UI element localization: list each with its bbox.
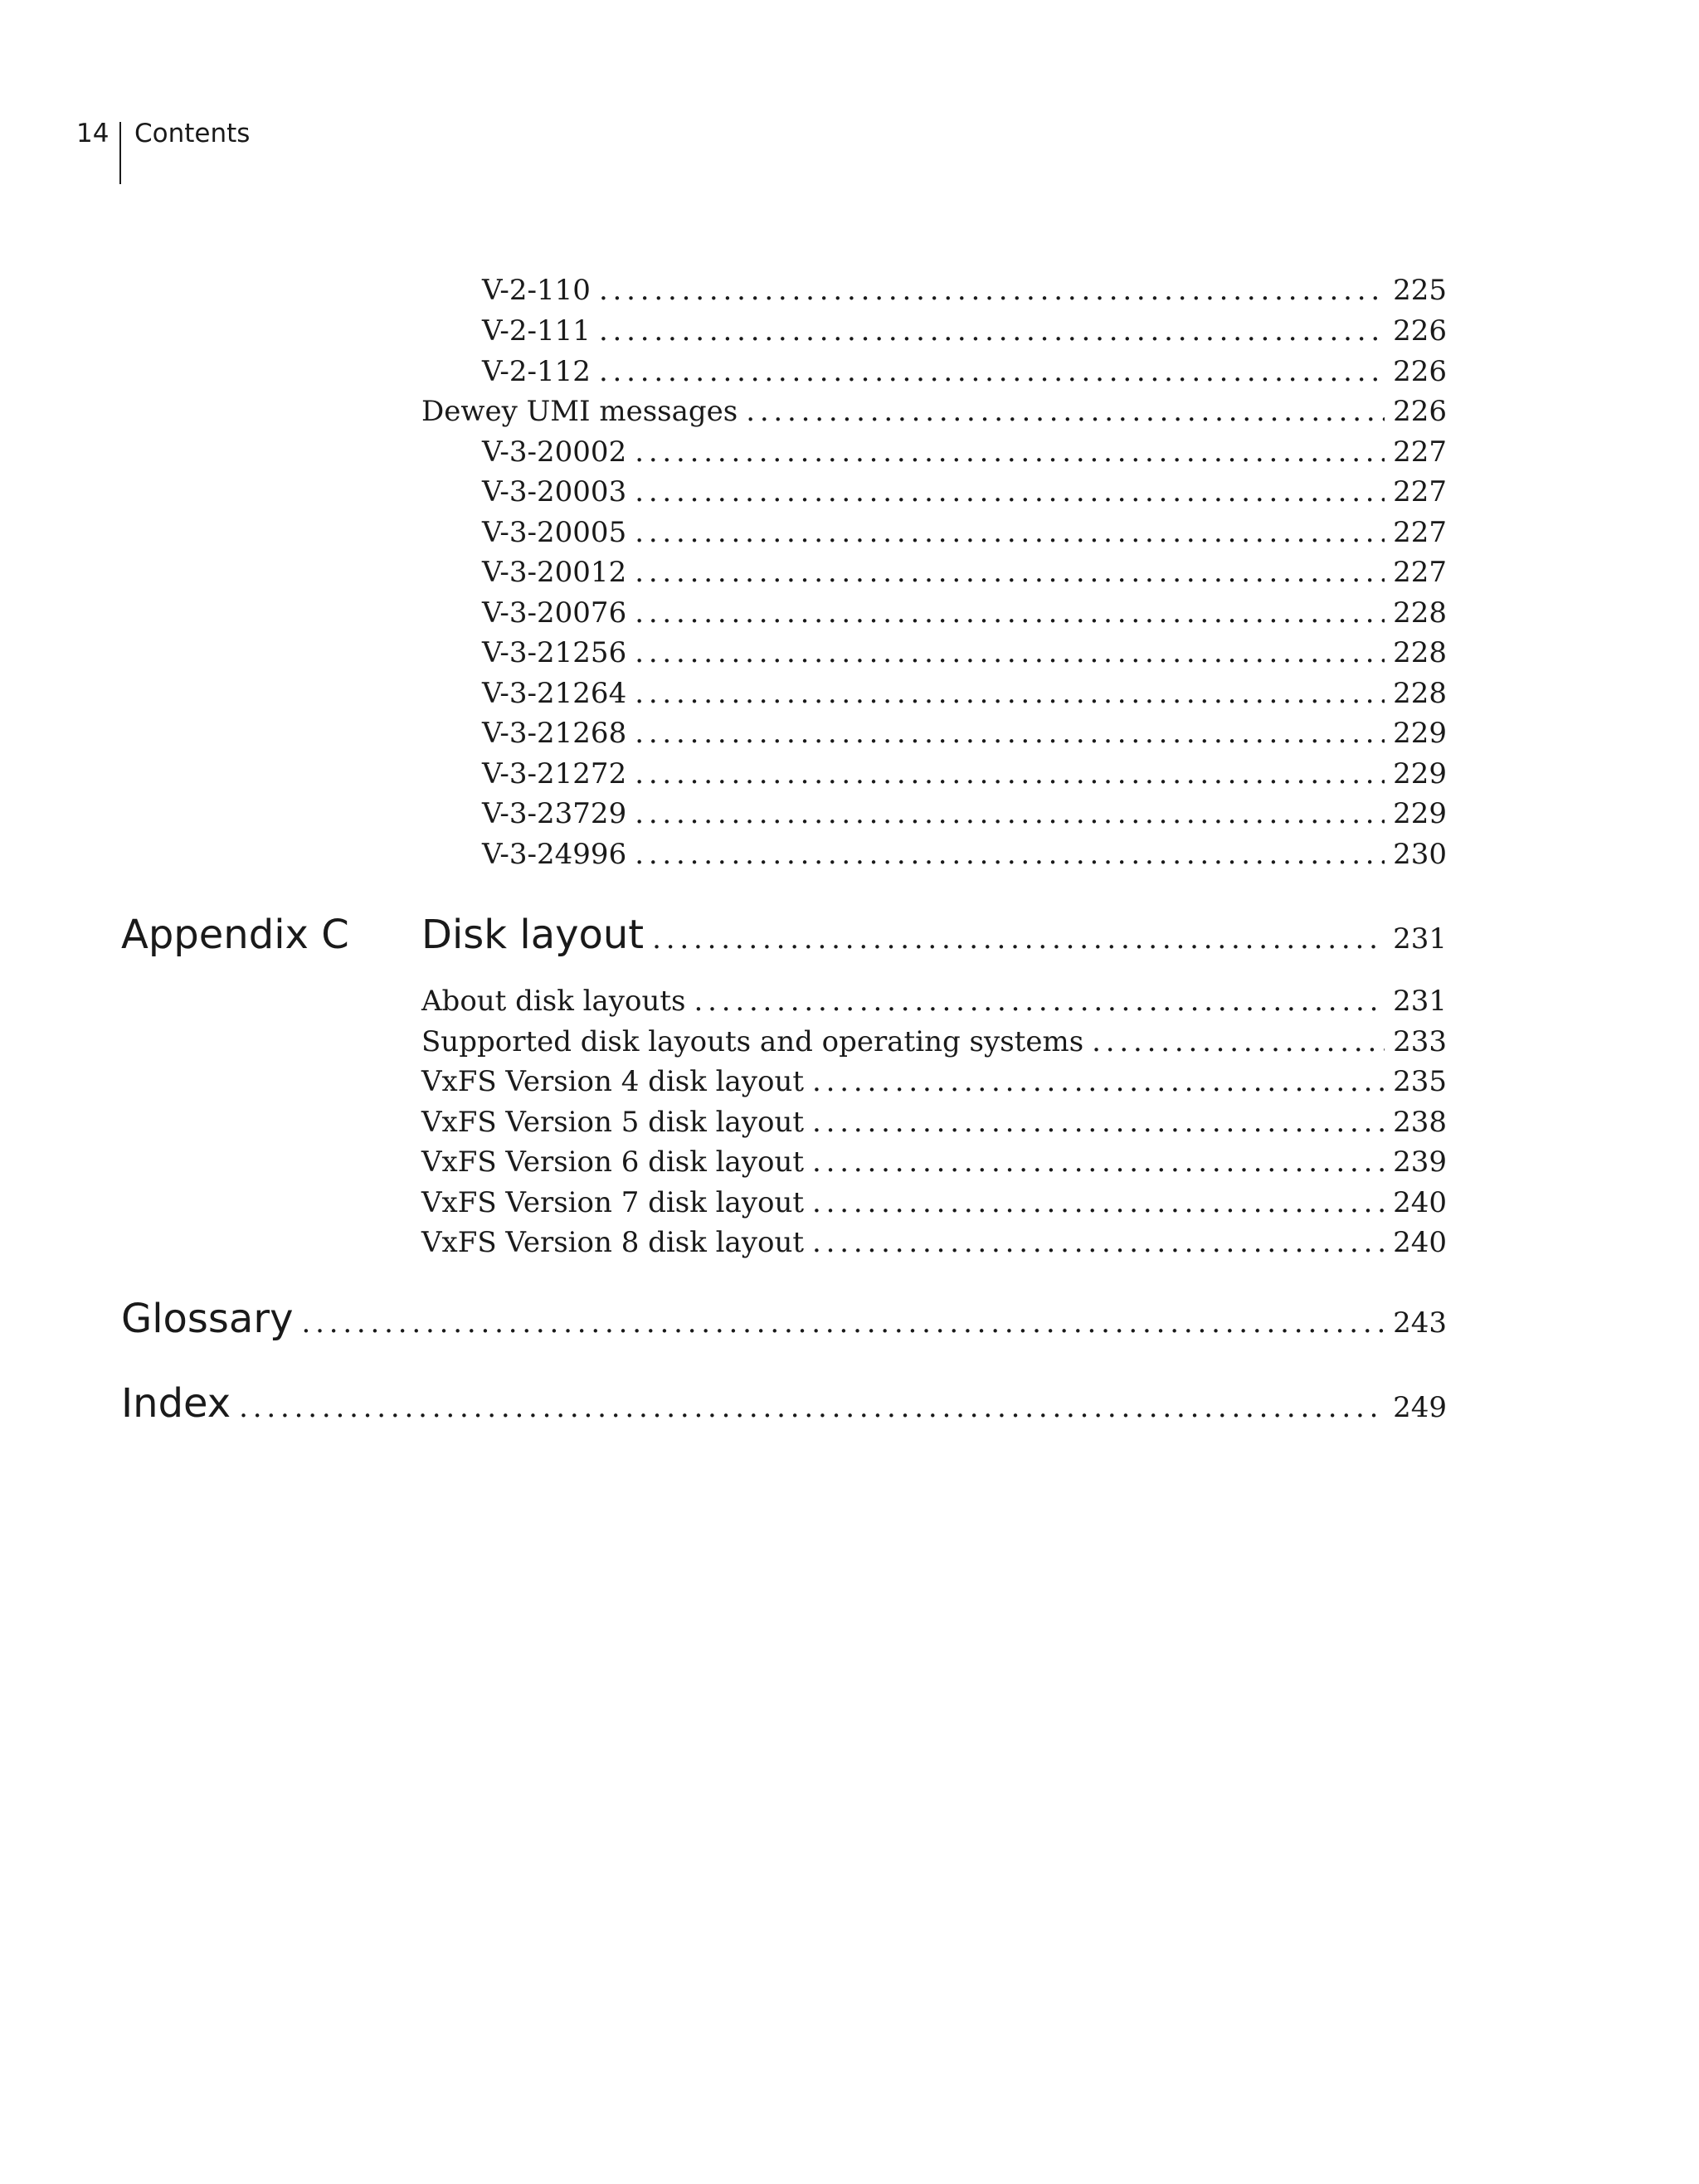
toc-entry-page: 240 <box>1393 1186 1447 1219</box>
toc-heading-title: Glossary <box>121 1296 294 1342</box>
toc-entry-v-3-21264[interactable] <box>482 674 1447 713</box>
toc-entry-title: V-3-24996 <box>482 838 627 871</box>
dot-leader <box>635 834 1385 874</box>
toc-entry-page: 231 <box>1393 985 1447 1018</box>
toc-entry-title: V-3-21256 <box>482 636 627 669</box>
toc-entry-page: 225 <box>1393 274 1447 307</box>
toc-entry-page: 233 <box>1393 1025 1447 1058</box>
toc-entry-title: V-3-20003 <box>482 475 627 508</box>
dot-leader <box>635 472 1385 512</box>
dot-leader <box>635 713 1385 753</box>
dot-leader <box>599 352 1385 392</box>
toc-heading-glossary[interactable] <box>121 1292 1447 1345</box>
toc-entry-v-3-20005[interactable] <box>482 513 1447 552</box>
toc-entry-page: 229 <box>1393 797 1447 830</box>
toc-entry-v-3-20002[interactable] <box>482 432 1447 472</box>
toc-entry-v-3-20012[interactable] <box>482 552 1447 592</box>
toc-entry-title: V-3-21264 <box>482 677 627 710</box>
toc-heading-page: 249 <box>1393 1391 1447 1424</box>
toc-entry-page: 228 <box>1393 636 1447 669</box>
toc-entry-title: VxFS Version 5 disk layout <box>421 1106 805 1139</box>
toc-entry-vxfs-version-7[interactable] <box>421 1183 1447 1223</box>
dot-leader <box>599 311 1385 351</box>
dot-leader <box>635 432 1385 472</box>
toc-entry-page: 226 <box>1393 314 1447 348</box>
toc-entry-dewey-umi-messages[interactable] <box>421 392 1447 431</box>
toc-entry-v-2-111[interactable] <box>482 311 1447 351</box>
dot-leader <box>1092 1022 1385 1062</box>
toc-entry-page: 239 <box>1393 1146 1447 1179</box>
toc-entry-title: V-3-21268 <box>482 717 627 750</box>
toc-entry-vxfs-version-8[interactable] <box>421 1223 1447 1262</box>
toc-entry-page: 228 <box>1393 677 1447 710</box>
dot-leader <box>635 513 1385 552</box>
toc-entry-page: 226 <box>1393 355 1447 388</box>
toc-entry-title: V-2-111 <box>482 314 591 348</box>
toc-entry-v-2-110[interactable] <box>482 270 1447 310</box>
toc-entry-page: 238 <box>1393 1106 1447 1139</box>
dot-leader <box>301 1296 1385 1350</box>
toc-entry-supported-disk-layouts[interactable] <box>421 1022 1447 1062</box>
toc-entry-page: 229 <box>1393 757 1447 790</box>
toc-entry-page: 229 <box>1393 717 1447 750</box>
toc-entry-vxfs-version-5[interactable] <box>421 1102 1447 1142</box>
toc-entry-title: V-2-110 <box>482 274 591 307</box>
dot-leader <box>812 1142 1385 1182</box>
toc-entry-v-3-24996[interactable] <box>482 834 1447 874</box>
toc-entry-title: V-2-112 <box>482 355 591 388</box>
toc-entry-v-3-21256[interactable] <box>482 633 1447 673</box>
toc-entry-title: Supported disk layouts and operating systems <box>421 1025 1084 1058</box>
toc-heading-page: 231 <box>1393 922 1447 956</box>
dot-leader <box>635 593 1385 633</box>
toc-entry-title: VxFS Version 8 disk layout <box>421 1226 805 1259</box>
appendix-label: Appendix C <box>121 912 349 958</box>
toc-entry-title: VxFS Version 7 disk layout <box>421 1186 805 1219</box>
toc-entry-page: 235 <box>1393 1065 1447 1098</box>
dot-leader <box>635 674 1385 713</box>
toc-entry-title: VxFS Version 6 disk layout <box>421 1146 805 1179</box>
toc-entry-title: V-3-20002 <box>482 435 627 469</box>
toc-entry-title: VxFS Version 4 disk layout <box>421 1065 805 1098</box>
dot-leader <box>239 1381 1385 1434</box>
dot-leader <box>635 794 1385 834</box>
dot-leader <box>635 633 1385 673</box>
toc-entry-page: 228 <box>1393 596 1447 630</box>
toc-entry-title: Dewey UMI messages <box>421 395 738 428</box>
toc-entry-page: 227 <box>1393 435 1447 469</box>
toc-entry-v-3-23729[interactable] <box>482 794 1447 834</box>
toc-entry-page: 230 <box>1393 838 1447 871</box>
toc-entry-page: 227 <box>1393 475 1447 508</box>
dot-leader <box>746 392 1385 431</box>
dot-leader <box>652 912 1385 966</box>
dot-leader <box>599 270 1385 310</box>
toc-entry-page: 240 <box>1393 1226 1447 1259</box>
header-rule <box>119 122 121 184</box>
toc-entry-page: 226 <box>1393 395 1447 428</box>
dot-leader <box>812 1183 1385 1223</box>
running-head-section: Contents <box>134 119 251 148</box>
dot-leader <box>812 1223 1385 1262</box>
toc-entry-title: V-3-20076 <box>482 596 627 630</box>
toc-entry-title: V-3-23729 <box>482 797 627 830</box>
toc-entry-page: 227 <box>1393 516 1447 549</box>
dot-leader <box>812 1062 1385 1102</box>
toc-heading-title: Index <box>121 1380 231 1427</box>
toc-heading-title: Disk layout <box>421 912 645 958</box>
dot-leader <box>812 1102 1385 1142</box>
toc-heading-disk-layout[interactable] <box>421 908 1447 961</box>
dot-leader <box>694 981 1385 1021</box>
toc-entry-page: 227 <box>1393 556 1447 589</box>
toc-entry-v-3-20003[interactable] <box>482 472 1447 512</box>
toc-entry-title: About disk layouts <box>421 985 686 1018</box>
toc-entry-v-3-21272[interactable] <box>482 754 1447 794</box>
toc-entry-about-disk-layouts[interactable] <box>421 981 1447 1021</box>
toc-heading-page: 243 <box>1393 1306 1447 1340</box>
toc-entry-title: V-3-20012 <box>482 556 627 589</box>
toc-entry-v-3-20076[interactable] <box>482 593 1447 633</box>
toc-entry-v-2-112[interactable] <box>482 352 1447 392</box>
toc-entry-title: V-3-21272 <box>482 757 627 790</box>
toc-entry-v-3-21268[interactable] <box>482 713 1447 753</box>
toc-entry-title: V-3-20005 <box>482 516 627 549</box>
toc-entry-vxfs-version-4[interactable] <box>421 1062 1447 1102</box>
dot-leader <box>635 754 1385 794</box>
toc-entry-vxfs-version-6[interactable] <box>421 1142 1447 1182</box>
toc-heading-index[interactable] <box>121 1377 1447 1430</box>
dot-leader <box>635 552 1385 592</box>
page-number: 14 <box>76 119 110 148</box>
